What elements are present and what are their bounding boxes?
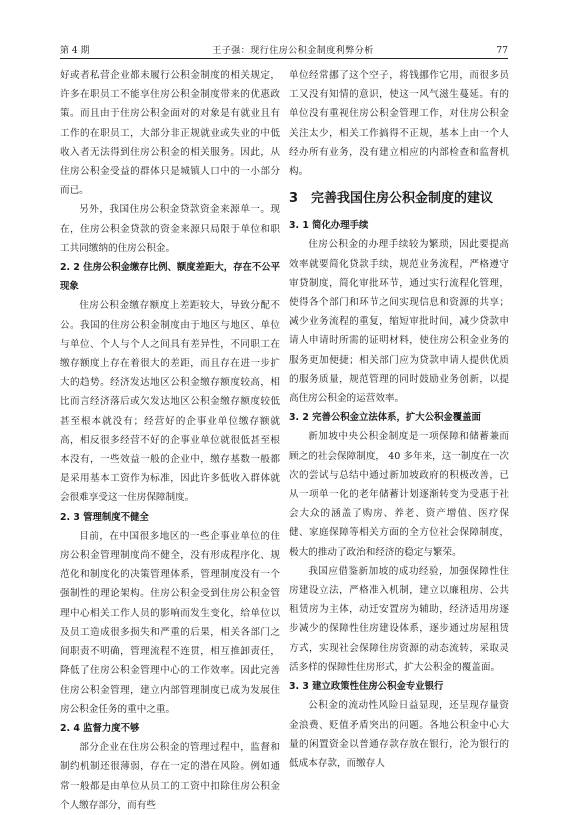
running-header <box>60 40 508 59</box>
subsection-heading: 2. 2 住房公积金缴存比例、额度差距大，存在不公平现象 <box>60 262 281 293</box>
subsection-heading: 3. 1 简化办理手续 <box>289 220 369 232</box>
paragraph: 另外，我国住房公积金贷款资金来源单一。现在，住房公积金贷款的资金来源只局限于单位和职工共同缴纳的住房公积金。 <box>60 204 280 254</box>
section-heading <box>289 189 509 208</box>
paragraph: 部分企业在住房公积金的管理过程中，监督和制约机制还很薄弱，存在一定的潜在风险。例如通常一般都是由单位从员工的工资中扣除住房公积金个人缴存部分，而有些 <box>60 742 280 811</box>
paragraph: 新加坡中央公积金制度是一项保障和储蓄兼而顾之的社会保障制度， 40 多年来，这一制度在一次次的尝试与总结中通过新加坡政府的积极改善，已从一项单一化的老年储蓄计划逐渐转变为受惠于社会大众的涵盖了购房、养老、资产增值、医疗保健、家庭保障等相关方面的全方位社会保障制度，极大的推动了政治和经济的稳定与繁荣。 <box>289 431 509 558</box>
subsection-heading: 3. 3 建立政策性住房公积金专业银行 <box>289 681 444 693</box>
right-column <box>289 66 509 773</box>
paragraph: 我国应借鉴新加坡的成功经验，加强保障性住房建设立法，严格准入机制，建立以廉租房、公共租赁房为主体，动迁安置房为辅助，经济适用房逐步减少的保障性住房建设体系，逐步通过房屋租赁方式，实现社会保障住房资源的动态流转，采取灵活多样的保障性住房形式，扩大公积金的覆盖面。 <box>289 565 509 673</box>
page-number: 77 <box>496 46 508 56</box>
paragraph: 目前，在中国很多地区的一些企事业单位的住房公积金管理制度尚不健全，没有形成程序化、规范化和制度化的决策管理体系，管理制度没有一个强制性的理论架构。住房公积金受到住房公积金管理中心相关工作人员的影响而发生变化，给单位以及员工造成很多损失和严重的后果，相关各部门之间职责不明确，管理流程不连贯，相互推卸责任，降低了住房公积金管理中心的工作效率。因此完善住房公积金管理，建立内部管理制度已成为发展住房公积金任务的重中之重。 <box>60 530 280 715</box>
left-column <box>60 66 280 815</box>
running-title: 王子强：现行住房公积金制度利弊分析 <box>212 46 374 56</box>
subsection-heading: 3. 2 完善公积金立法体系，扩大公积金覆盖面 <box>289 412 481 424</box>
section-number: 3 <box>289 191 299 207</box>
paragraph: 住房公积金缴存额度上差距较大，导致分配不公。我国的住房公积金制度由于地区与地区、单位与单位、个人与个人之间具有差异性，不同职工在缴存额度上存在着很大的差距，而且存在进一步扩大的趋势。经济发达地区公积金缴存额度较高，相比而言经济落后或欠发达地区公积金缴存额度较低甚至根本就没有；经营好的企事业单位缴存额就高，相反很多经营不好的企事业单位就很低甚至根本没有，一些效益一般的企业中，缴存基数一般都是采用基本工资作为标准，因此许多低收入群体就会很难享受这一住房保障制度。 <box>60 300 280 504</box>
paragraph: 公积金的流动性风险日益显现，还呈现存量资金浪费、贬值矛盾突出的问题。各地公积金中心大量的闲置资金以普通存款存放在银行，沦为银行的低成本存款，而缴存人 <box>289 700 509 769</box>
paragraph: 好或者私营企业都未履行公积金制度的相关规定，许多在职员工不能享住房公积金制度带来的优惠政策。而且由于住房公积金面对的对象是有就业且有工作的在职员工，大部分非正规就业或失业的中低收入者无法得到住房公积金的相关服务。因此，从住房公积金受益的群体只是城镇人口中的一小部分而已。 <box>60 70 280 197</box>
subsection-heading: 2. 3 管理制度不健全 <box>60 511 149 523</box>
section-title: 完善我国住房公积金制度的建议 <box>311 191 494 207</box>
paragraph: 住房公积金的办理手续较为繁琐，因此要提高效率就要简化贷款手续，规范业务流程，严格遵守审贷制度，简化审批环节，通过实行流程化管理，使得各个部门和环节之间实现信息和资源的共享；减少业务流程的重复，缩短审批时间，减少贷款申请人申请时所需的证明材料，使住房公积金业务的服务更加便捷；相关部门应为贷款申请人提供优质的服务质量，规范管理的同时鼓励业务创新，以提高住房公积金的运营效率。 <box>289 239 509 405</box>
subsection-heading: 2. 4 监督力度不够 <box>60 722 140 734</box>
paragraph: 单位经常挪了这个空子，将钱挪作它用，而很多员工又没有知情的意识，使这一风气滋生蔓延。有的单位没有重视住房公积金管理工作，对住房公积金关注太少，相关工作搞得不正规，基本上由一个人经办所有业务，没有建立相应的内部检查和监督机构。 <box>289 70 509 178</box>
issue-label: 第 4 期 <box>60 46 90 56</box>
